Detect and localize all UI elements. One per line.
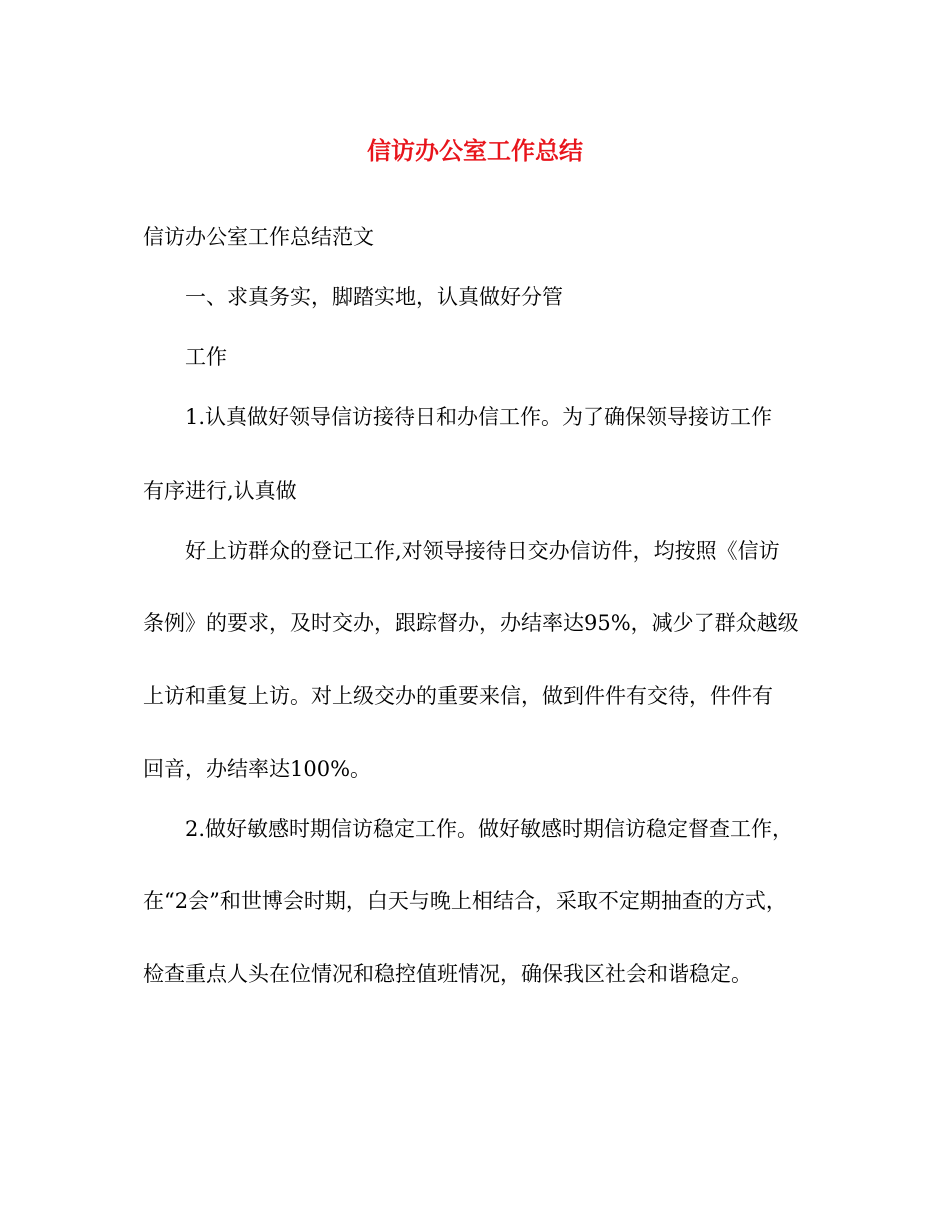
paragraph-line: 1.认真做好领导信访接待日和办信工作。为了确保领导接访工作 — [185, 405, 773, 429]
paragraph-line: 上访和重复上访。对上级交办的重要来信，做到件件有交待，件件有 — [143, 684, 773, 708]
paragraph-line: 回音，办结率达100%。 — [143, 757, 372, 781]
section-heading-continuation: 工作 — [185, 345, 227, 369]
paragraph-line: 条例》的要求，及时交办，跟踪督办，办结率达95%，减少了群众越级 — [143, 611, 799, 635]
section-heading-line: 一、求真务实，脚踏实地，认真做好分管 — [185, 285, 563, 309]
paragraph-line: 有序进行,认真做 — [143, 479, 297, 503]
paragraph-line: 在“2会”和世博会时期，白天与晚上相结合，采取不定期抽查的方式， — [143, 889, 787, 913]
paragraph-line: 2.做好敏感时期信访稳定工作。做好敏感时期信访稳定督查工作， — [185, 817, 794, 841]
paragraph-line: 检查重点人头在位情况和稳控值班情况，确保我区社会和谐稳定。 — [143, 962, 752, 986]
paragraph-line: 好上访群众的登记工作,对领导接待日交办信访件，均按照《信访 — [185, 539, 780, 563]
document-title: 信访办公室工作总结 — [367, 136, 583, 165]
subtitle-line: 信访办公室工作总结范文 — [143, 225, 374, 249]
